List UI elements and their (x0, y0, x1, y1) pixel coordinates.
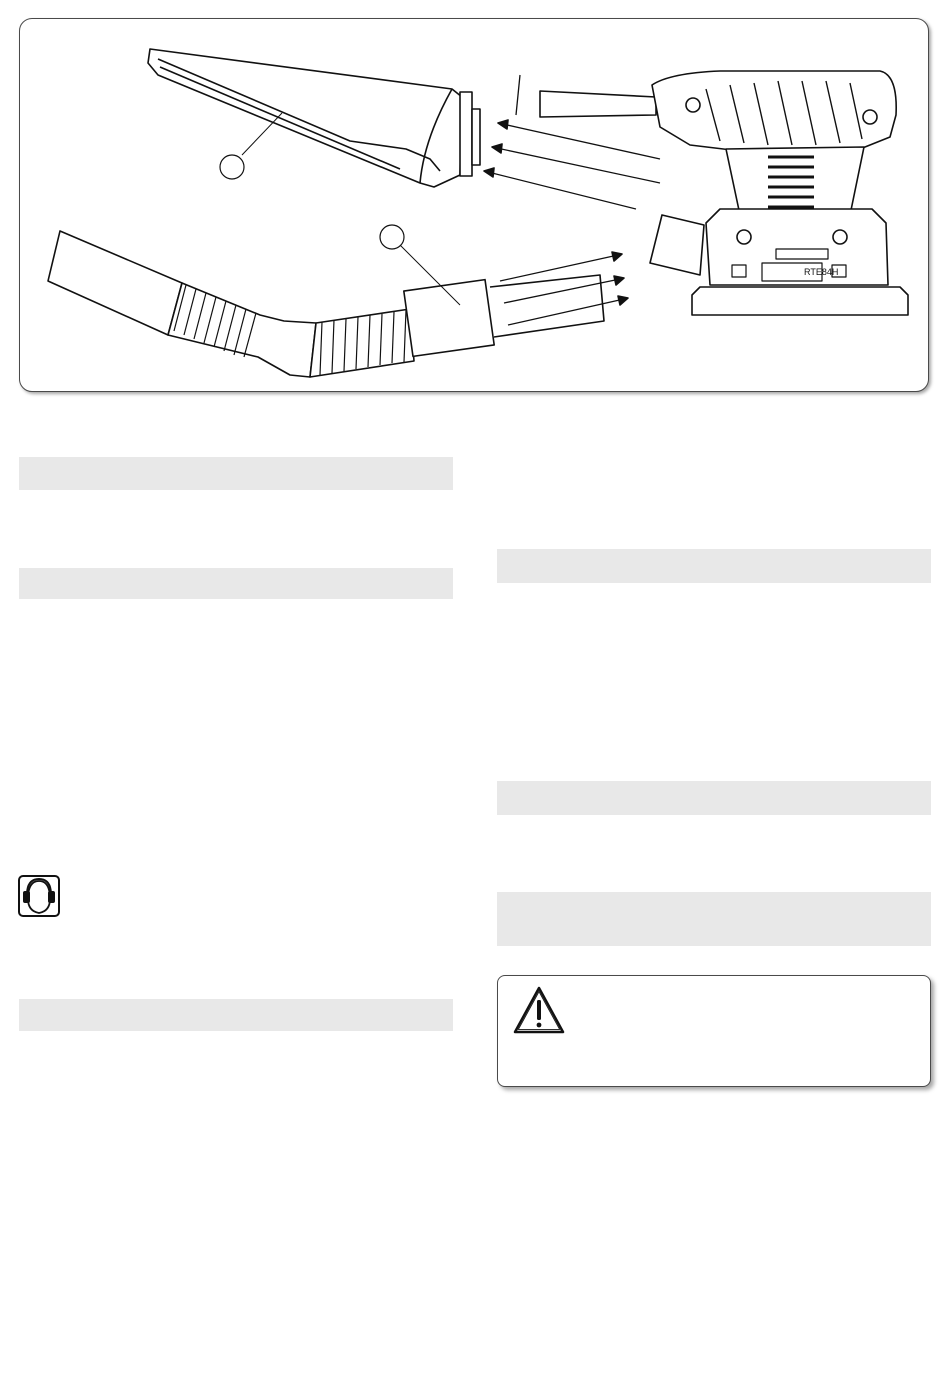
warning-box (497, 975, 931, 1087)
section-header-bar (19, 568, 453, 599)
section-header-text (497, 892, 931, 900)
sander-attachments-illustration (20, 19, 930, 393)
illustration-panel (19, 18, 929, 392)
hearing-protection-icon (18, 875, 60, 917)
section-header-text (19, 568, 453, 576)
section-header-bar (497, 892, 931, 946)
section-header-bar (19, 999, 453, 1031)
section-header-bar (19, 457, 453, 490)
section-header-text (19, 457, 453, 465)
warning-triangle-icon (512, 984, 566, 1036)
section-header-bar (497, 781, 931, 815)
section-header-text (497, 549, 931, 557)
flexible-hose-drawing (48, 231, 604, 377)
section-header-text (497, 781, 931, 789)
callout-circle-2 (380, 225, 404, 249)
callout-circle-1 (220, 155, 244, 179)
section-header-bar (497, 549, 931, 583)
tapered-nozzle-drawing (148, 49, 480, 187)
section-header-text (19, 999, 453, 1007)
model-label: RTE84H (804, 267, 839, 277)
